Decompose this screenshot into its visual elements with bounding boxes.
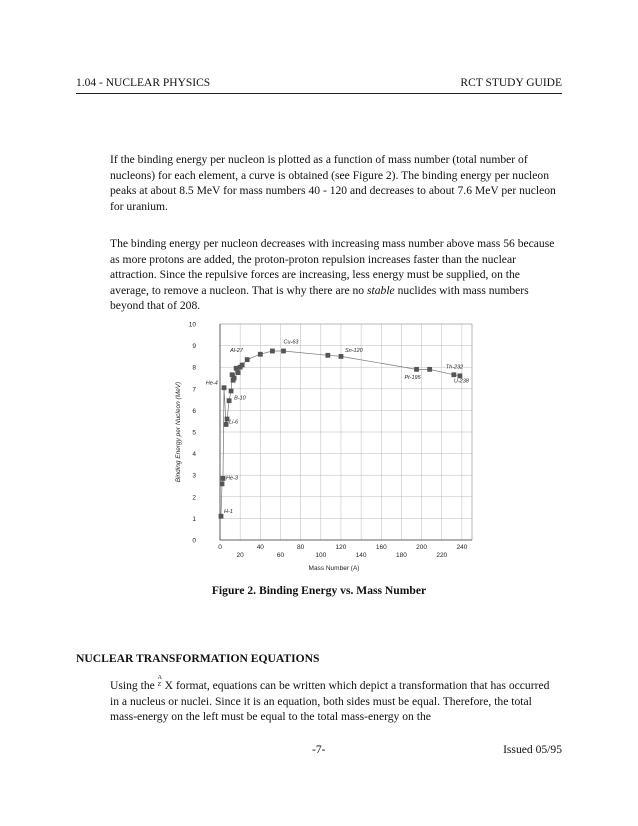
data-point xyxy=(427,367,432,372)
paragraph-binding-energy-decrease xyxy=(110,236,560,314)
x-tick-label: 40 xyxy=(256,544,264,551)
y-tick-label: 10 xyxy=(188,321,196,329)
nuclide-label: He-3 xyxy=(226,475,238,482)
nuclide-label: Sn-120 xyxy=(344,348,363,355)
page-number: -7- xyxy=(312,743,326,756)
paragraph-emphasis-stable: stable xyxy=(367,283,395,297)
nuclide-label: H-1 xyxy=(224,509,233,515)
data-point xyxy=(339,354,344,359)
y-tick-label: 7 xyxy=(192,386,196,394)
mass-number-superscript: A xyxy=(157,675,163,681)
header-section-title: 1.04 - NUCLEAR PHYSICS xyxy=(76,77,211,89)
x-tick-label: 0 xyxy=(218,544,222,551)
data-point xyxy=(325,353,330,358)
x-tick-label: 100 xyxy=(315,552,327,559)
paragraph-text-end: nuclides with mass numbers beyond that of 208. xyxy=(110,283,529,313)
figure-caption: Figure 2. Binding Energy vs. Mass Number xyxy=(211,584,427,597)
x-tick-label: 220 xyxy=(436,552,448,559)
paragraph-text-start: The binding energy per nucleon decreases with increasing mass number above mass 56 because as more protons are added, the proton-proton repulsion increases faster than the nuclear attraction. Since the repulsive forces are increasing, less energy must be supplied, on the average, to remove a nucleon. That is why there are no xyxy=(110,237,555,297)
nuclide-label: B-10 xyxy=(234,395,246,402)
data-point xyxy=(220,481,225,486)
data-point xyxy=(414,367,419,372)
x-tick-label: 160 xyxy=(375,544,387,551)
data-point xyxy=(240,363,245,368)
data-point xyxy=(232,376,237,381)
header-guide-title: RCT STUDY GUIDE xyxy=(460,77,562,89)
y-tick-label: 5 xyxy=(192,429,196,437)
data-point xyxy=(224,422,229,427)
x-tick-label: 180 xyxy=(396,552,407,559)
data-point xyxy=(236,370,241,375)
chart-grid xyxy=(220,324,472,540)
data-point xyxy=(227,398,232,403)
x-tick-label: 80 xyxy=(297,544,305,551)
data-point xyxy=(281,349,286,354)
paragraph-binding-energy-curve: If the binding energy per nucleon is plotted as a function of mass number (total number of nucleons) for each element, a curve is obtained (see Figure 2). The binding energy per nucleon peaks at about 8.5 MeV for mass numbers 40 - 120 and decreases to about 7.6 MeV per nucleon for uranium. xyxy=(110,153,556,213)
x-tick-label: 240 xyxy=(456,544,468,551)
data-point xyxy=(245,357,250,362)
data-point xyxy=(222,385,227,390)
paragraph-text-start: Using the xyxy=(110,679,158,692)
nuclide-label: Cu-63 xyxy=(283,339,299,346)
y-tick-label: 1 xyxy=(192,515,196,523)
atomic-number-subscript: Z xyxy=(157,682,162,688)
data-point xyxy=(229,389,234,394)
nuclide-notation xyxy=(157,675,165,689)
nuclide-label: Al-27 xyxy=(230,348,243,355)
section-heading: NUCLEAR TRANSFORMATION EQUATIONS xyxy=(76,652,320,665)
binding-energy-chart xyxy=(168,316,488,578)
issue-date: Issued 05/95 xyxy=(503,743,562,756)
chart-y-axis-label: Binding Energy per Nucleon (MeV) xyxy=(175,381,182,483)
nuclide-label: Th-232 xyxy=(445,364,464,371)
data-point xyxy=(219,514,224,519)
data-point xyxy=(270,349,275,354)
chart-x-axis-label: Mass Number (A) xyxy=(308,565,360,572)
y-tick-label: 3 xyxy=(192,472,196,480)
page-header xyxy=(76,75,562,94)
element-symbol: X xyxy=(164,679,174,692)
nuclide-label: Pt-195 xyxy=(404,375,421,382)
y-tick-label: 8 xyxy=(192,364,196,372)
paragraph-text-end: format, equations can be written which depict a transformation that has occurred in a nucleus or nuclei. Since it is an equation, both sides must be equal. Therefore, the total mass-energy on the left must be equal to the total mass-energy on the xyxy=(110,679,550,724)
x-tick-label: 60 xyxy=(276,552,285,559)
x-tick-label: 140 xyxy=(355,552,367,559)
page-footer xyxy=(76,743,562,759)
data-point xyxy=(221,476,226,481)
y-tick-label: 9 xyxy=(192,343,196,351)
x-tick-label: 120 xyxy=(335,544,347,551)
data-point xyxy=(451,372,456,377)
paragraph-transformation-equations xyxy=(110,675,560,725)
data-point xyxy=(258,352,263,357)
y-tick-label: 4 xyxy=(192,451,196,459)
nuclide-label: He-4 xyxy=(205,380,218,387)
x-tick-label: 20 xyxy=(236,552,244,559)
y-tick-label: 6 xyxy=(192,407,196,415)
x-tick-label: 200 xyxy=(416,544,428,551)
y-tick-label: 0 xyxy=(192,537,196,545)
nuclide-label: Li-6 xyxy=(229,419,239,426)
nuclide-label: U-238 xyxy=(453,378,469,385)
y-tick-label: 2 xyxy=(192,494,196,502)
